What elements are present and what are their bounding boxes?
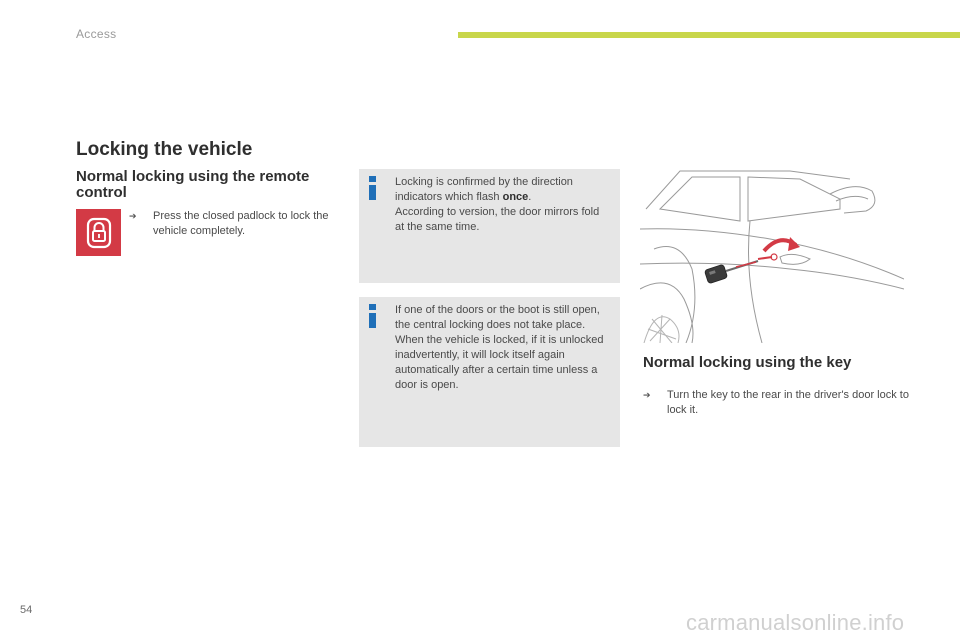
car-door-illustration-svg xyxy=(640,169,904,343)
info-line-2: When the vehicle is locked, if it is unlocked inadvertently, it will lock itself again automatically after a certain time unless a door is open. xyxy=(395,334,604,391)
remote-instruction xyxy=(129,209,339,239)
bullet-arrow-icon: ➔ xyxy=(643,390,651,400)
page-title: Locking the vehicle xyxy=(76,139,253,160)
info-icon xyxy=(368,176,377,200)
rotation-arrow-icon xyxy=(758,237,800,260)
watermark: carmanualsonline.info xyxy=(686,610,905,635)
info-icon xyxy=(368,304,377,328)
car-door-key-illustration xyxy=(640,169,904,343)
info-line-1: If one of the doors or the boot is still open, the central locking does not take place. xyxy=(395,304,600,331)
key-instruction-text: Turn the key to the rear in the driver's door lock to lock it. xyxy=(667,389,909,416)
info-line-1: Locking is confirmed by the direction indicators which flash once. xyxy=(395,176,573,203)
info-box-auto-relock xyxy=(359,297,620,447)
emphasis-once: once xyxy=(502,191,529,203)
info-text xyxy=(395,303,611,393)
padlock-icon xyxy=(85,216,113,250)
remote-lock-button xyxy=(76,209,121,256)
bullet-arrow-icon: ➔ xyxy=(129,211,137,221)
remote-instruction-text: Press the closed padlock to lock the vehicle completely. xyxy=(153,210,329,237)
info-box-confirmation xyxy=(359,169,620,283)
page-number: 54 xyxy=(20,604,33,616)
section-label: Access xyxy=(76,27,117,41)
info-line-2: According to version, the door mirrors fold at the same time. xyxy=(395,206,600,233)
header-accent-bar xyxy=(458,32,960,38)
key-instruction xyxy=(643,388,913,418)
key-locking-heading: Normal locking using the key xyxy=(643,354,852,371)
remote-locking-heading: Normal locking using the remote control xyxy=(76,168,310,201)
info-text xyxy=(395,175,611,235)
